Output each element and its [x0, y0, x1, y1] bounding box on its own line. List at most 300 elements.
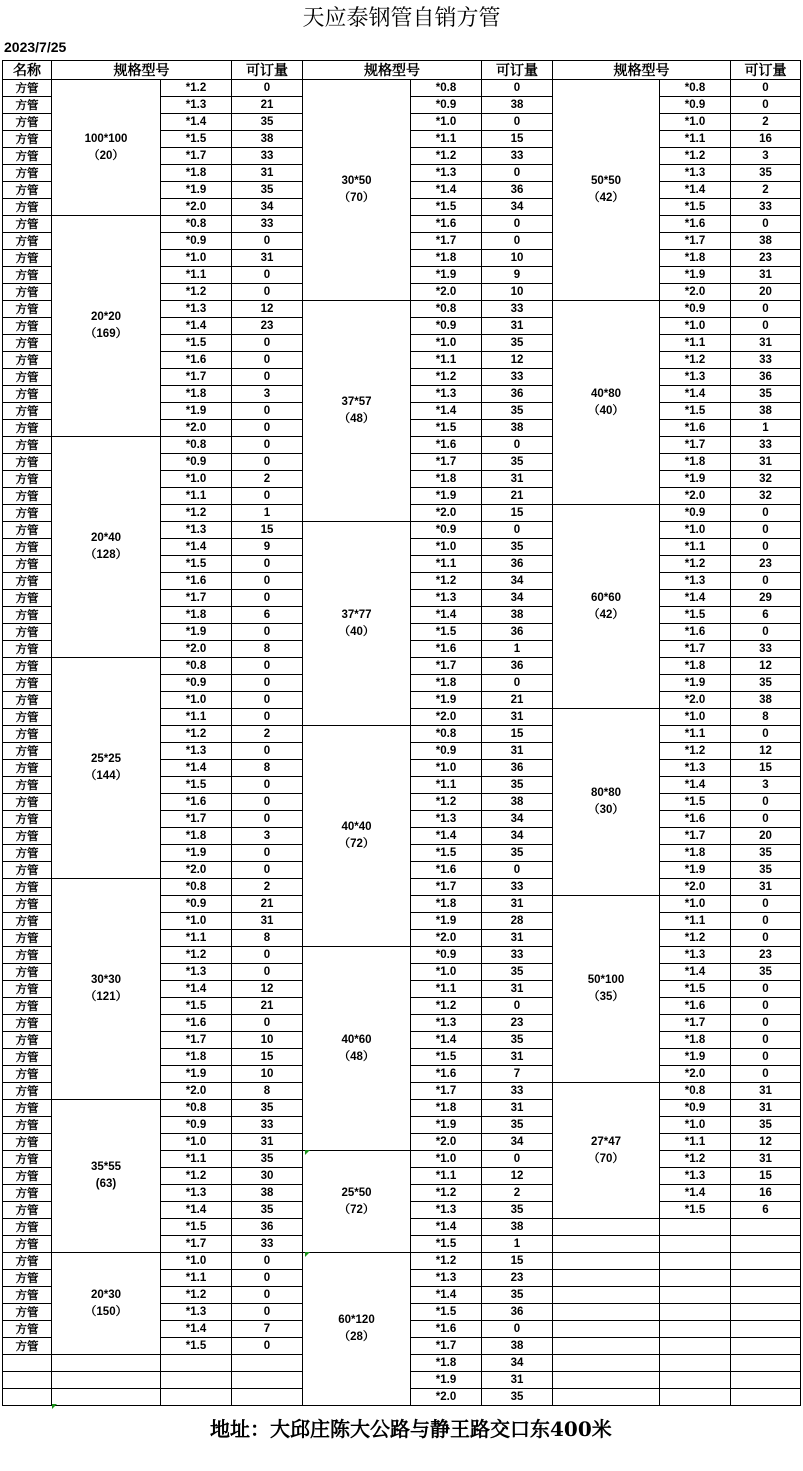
size-label: 40*60 — [341, 1033, 372, 1046]
row-name: 方管 — [2, 743, 52, 760]
quantity-cell: 35 — [731, 964, 801, 981]
thickness-cell: *1.5 — [660, 794, 731, 811]
thickness-cell: *1.4 — [411, 182, 482, 199]
quantity-cell: 21 — [482, 692, 553, 709]
quantity-cell: 2 — [731, 182, 801, 199]
thickness-cell: *1.4 — [161, 318, 232, 335]
thickness-cell: *1.5 — [161, 777, 232, 794]
thickness-cell: *1.9 — [411, 267, 482, 284]
row-name: 方管 — [2, 522, 52, 539]
size-count: （20） — [88, 149, 124, 162]
thickness-cell: *1.5 — [411, 1049, 482, 1066]
quantity-cell: 36 — [482, 760, 553, 777]
quantity-cell: 10 — [232, 1032, 303, 1049]
quantity-cell: 6 — [731, 607, 801, 624]
thickness-cell: *1.2 — [660, 148, 731, 165]
row-name: 方管 — [2, 267, 52, 284]
quantity-cell: 31 — [482, 318, 553, 335]
thickness-cell: *1.7 — [660, 828, 731, 845]
empty-cell — [660, 1219, 731, 1236]
size-cell — [52, 879, 161, 1100]
thickness-cell: *1.6 — [411, 437, 482, 454]
row-name: 方管 — [2, 896, 52, 913]
thickness-cell: *1.3 — [660, 1168, 731, 1185]
quantity-cell: 35 — [482, 454, 553, 471]
thickness-cell: *1.4 — [411, 1287, 482, 1304]
quantity-cell: 0 — [482, 165, 553, 182]
quantity-cell: 0 — [232, 794, 303, 811]
thickness-cell: *1.7 — [161, 811, 232, 828]
thickness-cell: *1.7 — [161, 590, 232, 607]
thickness-cell: *1.2 — [411, 369, 482, 386]
quantity-cell: 0 — [731, 811, 801, 828]
size-cell — [553, 896, 660, 1083]
quantity-cell: 0 — [232, 709, 303, 726]
quantity-cell: 0 — [232, 1253, 303, 1270]
size-label: 35*55 — [90, 1161, 122, 1173]
thickness-cell: *1.2 — [411, 1185, 482, 1202]
thickness-cell: *1.8 — [161, 828, 232, 845]
quantity-cell: 2 — [482, 1185, 553, 1202]
thickness-cell: *1.8 — [411, 675, 482, 692]
quantity-cell: 1 — [232, 505, 303, 522]
thickness-cell: *1.1 — [411, 1168, 482, 1185]
cell-comment-marker — [305, 1150, 310, 1155]
thickness-cell: *1.6 — [411, 641, 482, 658]
quantity-cell: 31 — [482, 743, 553, 760]
quantity-cell: 38 — [731, 692, 801, 709]
quantity-cell: 0 — [232, 845, 303, 862]
quantity-cell: 33 — [232, 216, 303, 233]
size-count: （42） — [588, 608, 624, 621]
quantity-cell: 0 — [482, 998, 553, 1015]
quantity-cell: 0 — [482, 437, 553, 454]
thickness-cell: *1.4 — [411, 607, 482, 624]
size-label: 50*50 — [590, 175, 622, 187]
empty-cell — [660, 1270, 731, 1287]
thickness-cell: *1.0 — [411, 539, 482, 556]
quantity-cell: 0 — [232, 267, 303, 284]
thickness-cell: *0.8 — [161, 879, 232, 896]
thickness-cell: *1.6 — [411, 862, 482, 879]
thickness-cell: *1.7 — [660, 1015, 731, 1032]
row-name: 方管 — [2, 199, 52, 216]
thickness-cell: *0.8 — [660, 80, 731, 97]
quantity-cell: 0 — [482, 675, 553, 692]
thickness-cell: *1.3 — [660, 165, 731, 182]
row-name: 方管 — [2, 845, 52, 862]
thickness-cell: *1.2 — [411, 1253, 482, 1270]
thickness-cell: *1.3 — [161, 301, 232, 318]
thickness-cell: *1.5 — [660, 607, 731, 624]
thickness-cell: *1.5 — [660, 981, 731, 998]
size-label: 30*30 — [90, 974, 122, 986]
thickness-cell: *1.9 — [411, 488, 482, 505]
row-name: 方管 — [2, 1015, 52, 1032]
quantity-cell: 35 — [482, 539, 553, 556]
quantity-cell: 0 — [232, 658, 303, 675]
quantity-cell: 31 — [731, 335, 801, 352]
thickness-cell: *1.0 — [660, 114, 731, 131]
row-name: 方管 — [2, 335, 52, 352]
size-cell — [52, 658, 161, 879]
size-count: （40） — [588, 404, 624, 417]
row-name: 方管 — [2, 420, 52, 437]
row-name: 方管 — [2, 454, 52, 471]
thickness-cell: *0.8 — [660, 1083, 731, 1100]
thickness-cell: *1.8 — [161, 165, 232, 182]
empty-cell — [660, 1338, 731, 1355]
thickness-cell: *1.1 — [660, 539, 731, 556]
thickness-cell: *1.3 — [161, 1185, 232, 1202]
quantity-cell: 21 — [482, 488, 553, 505]
row-name: 方管 — [2, 862, 52, 879]
size-cell — [303, 522, 411, 726]
thickness-cell: *1.7 — [411, 1083, 482, 1100]
row-name: 方管 — [2, 607, 52, 624]
empty-cell — [553, 1253, 660, 1270]
thickness-cell: *1.8 — [161, 607, 232, 624]
size-label: 37*57 — [341, 396, 372, 408]
size-count: (63) — [95, 1178, 117, 1190]
thickness-cell: *1.5 — [411, 845, 482, 862]
quantity-cell: 0 — [232, 556, 303, 573]
quantity-cell: 31 — [482, 1049, 553, 1066]
row-name: 方管 — [2, 80, 52, 97]
quantity-cell: 0 — [232, 233, 303, 250]
thickness-cell: *1.5 — [660, 1202, 731, 1219]
quantity-cell: 0 — [731, 1066, 801, 1083]
thickness-cell: *1.4 — [660, 590, 731, 607]
empty-cell — [660, 1253, 731, 1270]
quantity-cell: 38 — [482, 1219, 553, 1236]
empty-cell — [232, 1355, 303, 1372]
quantity-cell: 3 — [232, 386, 303, 403]
quantity-cell: 34 — [482, 199, 553, 216]
thickness-cell: *1.9 — [660, 1049, 731, 1066]
thickness-cell: *1.5 — [411, 1304, 482, 1321]
quantity-cell: 23 — [232, 318, 303, 335]
thickness-cell: *1.1 — [411, 131, 482, 148]
quantity-cell: 0 — [232, 488, 303, 505]
quantity-cell: 23 — [482, 1015, 553, 1032]
size-cell — [303, 301, 411, 522]
quantity-cell: 12 — [482, 352, 553, 369]
thickness-cell: *1.2 — [411, 998, 482, 1015]
quantity-cell: 35 — [482, 964, 553, 981]
size-count: （128） — [84, 549, 128, 561]
thickness-cell: *1.5 — [161, 556, 232, 573]
header-qty-1: 可订量 — [232, 60, 303, 80]
thickness-cell: *1.3 — [411, 386, 482, 403]
empty-cell — [660, 1287, 731, 1304]
thickness-cell: *0.9 — [411, 947, 482, 964]
quantity-cell: 0 — [731, 97, 801, 114]
size-label: 20*20 — [90, 311, 122, 323]
thickness-cell: *1.6 — [161, 352, 232, 369]
quantity-cell: 0 — [731, 539, 801, 556]
size-label: 100*100 — [84, 132, 128, 145]
thickness-cell: *1.7 — [411, 1338, 482, 1355]
quantity-cell: 23 — [731, 947, 801, 964]
row-name: 方管 — [2, 1202, 52, 1219]
quantity-cell: 0 — [232, 369, 303, 386]
quantity-cell: 0 — [731, 80, 801, 97]
thickness-cell: *1.2 — [411, 148, 482, 165]
row-name: 方管 — [2, 1134, 52, 1151]
quantity-cell: 21 — [232, 97, 303, 114]
thickness-cell: *1.4 — [411, 828, 482, 845]
thickness-cell: *1.1 — [660, 726, 731, 743]
quantity-cell: 35 — [482, 403, 553, 420]
thickness-cell: *1.9 — [161, 1066, 232, 1083]
row-name: 方管 — [2, 97, 52, 114]
size-cell — [303, 947, 411, 1151]
size-cell — [52, 216, 161, 437]
quantity-cell: 35 — [482, 335, 553, 352]
quantity-cell: 31 — [232, 250, 303, 267]
thickness-cell: *1.3 — [161, 97, 232, 114]
size-count: （72） — [338, 838, 375, 850]
quantity-cell: 33 — [482, 301, 553, 318]
thickness-cell: *0.8 — [161, 1100, 232, 1117]
size-label: 25*50 — [341, 1186, 372, 1199]
quantity-cell: 38 — [482, 97, 553, 114]
row-name: 方管 — [2, 1287, 52, 1304]
quantity-cell: 31 — [731, 1151, 801, 1168]
thickness-cell: *1.0 — [660, 318, 731, 335]
thickness-cell: *1.8 — [161, 1049, 232, 1066]
thickness-cell: *1.1 — [660, 1134, 731, 1151]
quantity-cell: 33 — [731, 199, 801, 216]
header-spec-3: 规格型号 — [553, 60, 731, 80]
thickness-cell: *1.2 — [161, 947, 232, 964]
thickness-cell: *1.5 — [161, 335, 232, 352]
row-name: 方管 — [2, 675, 52, 692]
row-name: 方管 — [2, 879, 52, 896]
thickness-cell: *1.3 — [660, 947, 731, 964]
quantity-cell: 12 — [232, 301, 303, 318]
quantity-cell: 34 — [482, 1355, 553, 1372]
thickness-cell: *2.0 — [660, 1066, 731, 1083]
size-cell — [303, 726, 411, 947]
quantity-cell: 0 — [232, 1304, 303, 1321]
empty-cell — [161, 1389, 232, 1406]
size-count: （70） — [338, 192, 375, 204]
quantity-cell: 15 — [482, 131, 553, 148]
size-cell — [52, 1100, 161, 1253]
quantity-cell: 0 — [731, 981, 801, 998]
thickness-cell: *1.7 — [161, 1236, 232, 1253]
row-name: 方管 — [2, 760, 52, 777]
thickness-cell: *0.9 — [161, 1117, 232, 1134]
row-name: 方管 — [2, 1236, 52, 1253]
thickness-cell: *2.0 — [411, 284, 482, 301]
quantity-cell: 21 — [232, 896, 303, 913]
size-label: 25*25 — [90, 753, 122, 765]
quantity-cell: 35 — [482, 1287, 553, 1304]
thickness-cell: *1.8 — [411, 1100, 482, 1117]
quantity-cell: 0 — [232, 811, 303, 828]
thickness-cell: *1.6 — [411, 1066, 482, 1083]
quantity-cell: 2 — [232, 879, 303, 896]
size-label: 80*80 — [590, 787, 622, 799]
quantity-cell: 0 — [731, 318, 801, 335]
thickness-cell: *1.8 — [411, 896, 482, 913]
thickness-cell: *1.2 — [660, 743, 731, 760]
quantity-cell: 33 — [482, 369, 553, 386]
quantity-cell: 30 — [232, 1168, 303, 1185]
thickness-cell: *1.1 — [411, 981, 482, 998]
quantity-cell: 15 — [232, 522, 303, 539]
row-name: 方管 — [2, 1304, 52, 1321]
thickness-cell: *1.0 — [660, 709, 731, 726]
row-name: 方管 — [2, 505, 52, 522]
quantity-cell: 35 — [232, 1202, 303, 1219]
quantity-cell: 0 — [232, 335, 303, 352]
quantity-cell: 0 — [232, 437, 303, 454]
size-label: 30*50 — [341, 175, 372, 187]
thickness-cell: *1.3 — [411, 590, 482, 607]
quantity-cell: 8 — [232, 930, 303, 947]
row-name: 方管 — [2, 913, 52, 930]
size-count: （42） — [588, 192, 624, 204]
quantity-cell: 15 — [482, 1253, 553, 1270]
empty-cell — [553, 1355, 660, 1372]
thickness-cell: *1.5 — [161, 1219, 232, 1236]
thickness-cell: *1.7 — [660, 437, 731, 454]
thickness-cell: *0.9 — [660, 301, 731, 318]
quantity-cell: 34 — [482, 811, 553, 828]
thickness-cell: *1.2 — [161, 505, 232, 522]
quantity-cell: 36 — [482, 182, 553, 199]
row-name: 方管 — [2, 1083, 52, 1100]
empty-cell — [660, 1321, 731, 1338]
quantity-cell: 23 — [482, 1270, 553, 1287]
row-name: 方管 — [2, 182, 52, 199]
quantity-cell: 0 — [731, 896, 801, 913]
thickness-cell: *1.7 — [411, 454, 482, 471]
thickness-cell: *1.4 — [411, 403, 482, 420]
thickness-cell: *1.8 — [161, 386, 232, 403]
row-name: 方管 — [2, 403, 52, 420]
thickness-cell: *0.9 — [411, 522, 482, 539]
empty-cell — [52, 1389, 161, 1406]
thickness-cell: *2.0 — [411, 709, 482, 726]
quantity-cell: 7 — [482, 1066, 553, 1083]
quantity-cell: 10 — [232, 1066, 303, 1083]
quantity-cell: 35 — [482, 1032, 553, 1049]
size-cell — [553, 1083, 660, 1219]
thickness-cell: *1.9 — [411, 913, 482, 930]
empty-cell — [553, 1321, 660, 1338]
quantity-cell: 33 — [731, 641, 801, 658]
row-name: 方管 — [2, 1032, 52, 1049]
thickness-cell: *1.0 — [161, 1253, 232, 1270]
quantity-cell: 38 — [731, 233, 801, 250]
thickness-cell: *1.6 — [161, 573, 232, 590]
row-name: 方管 — [2, 981, 52, 998]
thickness-cell: *0.9 — [161, 454, 232, 471]
thickness-cell: *1.1 — [161, 1151, 232, 1168]
quantity-cell: 15 — [731, 1168, 801, 1185]
thickness-cell: *1.5 — [161, 1338, 232, 1355]
empty-cell — [52, 1355, 161, 1372]
quantity-cell: 31 — [731, 1083, 801, 1100]
quantity-cell: 29 — [731, 590, 801, 607]
row-name: 方管 — [2, 148, 52, 165]
quantity-cell: 15 — [482, 726, 553, 743]
thickness-cell: *1.9 — [411, 692, 482, 709]
thickness-cell: *0.9 — [411, 743, 482, 760]
thickness-cell: *1.5 — [411, 420, 482, 437]
size-label: 60*60 — [590, 591, 622, 604]
quantity-cell: 0 — [482, 216, 553, 233]
empty-cell — [232, 1389, 303, 1406]
thickness-cell: *0.9 — [161, 233, 232, 250]
thickness-cell: *0.9 — [660, 505, 731, 522]
thickness-cell: *1.9 — [161, 624, 232, 641]
quantity-cell: 16 — [731, 131, 801, 148]
thickness-cell: *1.0 — [161, 471, 232, 488]
thickness-cell: *1.8 — [411, 250, 482, 267]
quantity-cell: 0 — [482, 80, 553, 97]
quantity-cell: 2 — [232, 726, 303, 743]
size-label: 40*40 — [341, 821, 372, 833]
empty-cell — [232, 1372, 303, 1389]
size-count: （48） — [338, 1050, 375, 1063]
thickness-cell: *1.1 — [161, 267, 232, 284]
thickness-cell: *1.9 — [660, 267, 731, 284]
quantity-cell: 0 — [232, 624, 303, 641]
quantity-cell: 34 — [482, 590, 553, 607]
row-name: 方管 — [2, 1219, 52, 1236]
row-name: 方管 — [2, 1185, 52, 1202]
row-name: 方管 — [2, 386, 52, 403]
thickness-cell: *2.0 — [660, 488, 731, 505]
empty-cell — [731, 1287, 801, 1304]
quantity-cell: 38 — [482, 1338, 553, 1355]
thickness-cell: *1.6 — [660, 811, 731, 828]
thickness-cell: *1.9 — [411, 1372, 482, 1389]
thickness-cell: *1.3 — [161, 743, 232, 760]
empty-cell — [731, 1253, 801, 1270]
header-qty-3: 可订量 — [731, 60, 801, 80]
quantity-cell: 9 — [482, 267, 553, 284]
quantity-cell: 31 — [482, 1372, 553, 1389]
thickness-cell: *1.4 — [660, 1185, 731, 1202]
quantity-cell: 33 — [232, 148, 303, 165]
quantity-cell: 32 — [731, 488, 801, 505]
quantity-cell: 0 — [232, 862, 303, 879]
quantity-cell: 31 — [731, 454, 801, 471]
quantity-cell: 8 — [731, 709, 801, 726]
size-count: （48） — [338, 413, 375, 425]
quantity-cell: 6 — [232, 607, 303, 624]
size-cell — [303, 1151, 411, 1253]
empty-cell — [553, 1287, 660, 1304]
thickness-cell: *1.1 — [161, 488, 232, 505]
quantity-cell: 0 — [232, 1270, 303, 1287]
quantity-cell: 7 — [232, 1321, 303, 1338]
thickness-cell: *1.3 — [411, 1202, 482, 1219]
quantity-cell: 12 — [232, 981, 303, 998]
thickness-cell: *0.8 — [161, 216, 232, 233]
quantity-cell: 0 — [232, 454, 303, 471]
thickness-cell: *1.4 — [660, 386, 731, 403]
header-qty-2: 可订量 — [482, 60, 553, 80]
thickness-cell: *1.7 — [161, 148, 232, 165]
